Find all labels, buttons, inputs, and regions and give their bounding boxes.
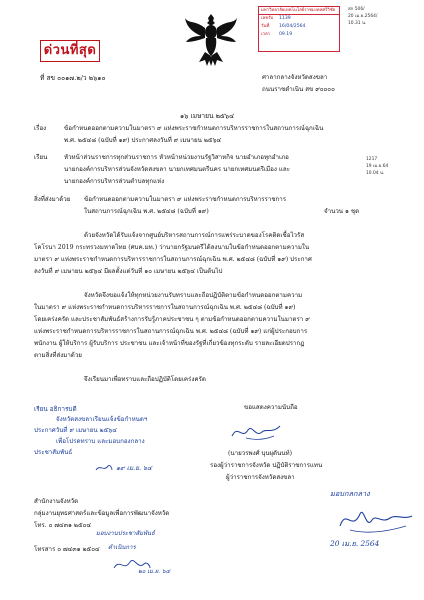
para2-line5: พนักงาน ผู้ให้บริการ ผู้รับบริการ ประชาชน และเจ้าหน้าที่ของรัฐที่เกี่ยวข้องทุกระดับ รายละเอียดปรากฏ [34, 340, 305, 347]
registry-note-2-line1: 1217 [366, 157, 378, 162]
document-number: ที่ สข ๐๐๑๗.๒/ว ๒๖๑๐ [40, 74, 106, 82]
para1-line1: ด้วยจังหวัดได้รับแจ้งจากศูนย์บริหารสถานการณ์การแพร่ระบาดของโรคติดเชื้อไวรัส [84, 232, 305, 239]
bottom-hand-left2: ดำเนินการ [108, 544, 136, 551]
office-line2: ถนนราชดำเนิน สข ๙๐๐๐๐ [262, 86, 335, 93]
memo-line1: เรียน อธิการบดี [34, 405, 77, 413]
bottom-hand-left1: มอบงานประชาสัมพันธ์ [96, 530, 155, 537]
subject-line1: ข้อกำหนดออกตามความในมาตรา ๙ แห่งพระราชกำหนดการบริหารราชการในสถานการณ์ฉุกเฉิน [64, 125, 324, 132]
signatory-title1: รองผู้ว่าราชการจังหวัด ปฏิบัติราชการแทน [210, 462, 323, 469]
memo-line5: ประชาสัมพันธ์ [34, 449, 73, 456]
registry-note-line2: 20 เม.ย.2564/ [348, 14, 378, 19]
bottom-hand-right1: มอบกลกลาง [330, 489, 370, 498]
signatory-name: (นายวรพงศ์ บุบผุดันนท์) [228, 450, 292, 457]
bottom-hand-left3: ๒๐ เม.ย. ๖๔ [138, 569, 170, 575]
receipt-stamp [258, 6, 340, 52]
signature-deputy-icon [228, 420, 288, 444]
initial-mark-icon [94, 462, 114, 474]
to-line3: นายกองค์การบริหารส่วนตำบลทุกแห่ง [64, 178, 165, 185]
attachment-qty: จำนวน ๑ ชุด [324, 208, 360, 215]
footer-group: กลุ่มงานยุทธศาสตร์และข้อมูลเพื่อการพัฒนาจังหวัด [34, 510, 170, 517]
memo-line2: จังหวัดสงขลาเรียนแจ้งข้อกำหนดฯ [56, 416, 148, 423]
registry-note-2-line3: 10.04 น. [366, 171, 385, 176]
signature-right-icon [336, 504, 416, 536]
registry-note-2 [366, 156, 388, 177]
footer-fax: โทรสาร ๐ ๗๔๓๑ ๒๕๐๔ [34, 546, 100, 553]
garuda-emblem-icon [183, 10, 239, 70]
para2-line6: ตามสิ่งที่ส่งมาด้วย [34, 352, 82, 359]
footer-office: สำนักงานจังหวัด [34, 498, 79, 505]
office-line1: ศาลากลางจังหวัดสงขลา [262, 74, 328, 81]
to-line2: นายกองค์การบริหารส่วนจังหวัดสงขลา นายกเทศมนตรีนคร นายกเทศมนตรีเมือง และ [64, 166, 290, 173]
to-label: เรียน [34, 154, 48, 161]
attachment-line1: ข้อกำหนดออกตามความในมาตรา ๙ แห่งพระราชกำหนดการบริหารราชการ [84, 196, 287, 203]
document-date: ๑๖ เมษายน ๒๕๖๔ [180, 112, 235, 120]
bottom-hand-right2: 20 เม.ย. 2564 [330, 539, 380, 548]
subject-line2: พ.ศ. ๒๕๔๘ (ฉบับที่ ๑๙) ประกาศลงวันที่ ๙ เมษายน ๒๕๖๔ [64, 137, 222, 144]
attachment-label: สิ่งที่ส่งมาด้วย [34, 196, 71, 203]
attachment-line2: ในสถานการณ์ฉุกเฉิน พ.ศ. ๒๕๔๘ (ฉบับที่ ๑๙) [84, 208, 209, 215]
receipt-org: มหาวิทยาลัยเทคโนโลยีราชมงคลศรีวิชัย [259, 7, 339, 15]
receipt-number-row [259, 15, 339, 23]
receipt-number-value: 1139 [279, 16, 291, 21]
registry-note-line1: สก 506/ [348, 7, 365, 12]
footer-tel: โทร. ๐ ๗๔๓๑ ๒๕๐๔ [34, 522, 92, 529]
receipt-time-label: เวลา [261, 32, 271, 37]
para1-line2: โคโรนา 2019 กระทรวงมหาดไทย (ศบค.มท.) ว่านายกรัฐมนตรีได้ลงนามในข้อกำหนดออกตามความใน [34, 244, 310, 251]
registry-note [348, 6, 377, 27]
registry-note-2-line2: 19 เม.ย.64 [366, 164, 389, 169]
regards: ขอแสดงความนับถือ [244, 404, 298, 411]
signatory-title2: ผู้ว่าราชการจังหวัดสงขลา [226, 474, 295, 481]
receipt-number-label: เลขรับ [261, 16, 274, 21]
to-line1: หัวหน้าส่วนราชการทุกส่วนราชการ หัวหน้าหน่วยงานรัฐวิสาหกิจ นายอำเภอทุกอำเภอ [64, 154, 289, 161]
handwritten-date: ๑๙ เม.ย. ๖๔ [116, 464, 152, 472]
memo-line4: เพื่อโปรดทราบ และมอบกองกลาง [56, 438, 145, 445]
para2-line3: โดยเคร่งครัด และประชาสัมพันธ์สร้างการรับรู้ภาคประชาชน ๆ ตามข้อกำหนดออกตามความในมาตรา ๙ [34, 316, 310, 323]
registry-note-line3: 10.31 น. [348, 21, 367, 26]
para1-line4: ลงวันที่ ๙ เมษายน ๒๕๖๔ มีผลตั้งแต่วันที่ ๑๐ เมษายน ๒๕๖๔ เป็นต้นไป [34, 268, 223, 275]
subject-label: เรื่อง [34, 125, 47, 132]
memo-line3: ประกาศวันที่ ๙ เมษายน ๒๕๖๔ [34, 427, 117, 434]
para2-line2: ในมาตรา ๙ แห่งพระราชกำหนดการบริหารราชการในสถานการณ์ฉุกเฉิน พ.ศ. ๒๕๔๘ (ฉบับที่ ๑๙) [34, 304, 296, 311]
closing-line: จึงเรียนมาเพื่อทราบและถือปฏิบัติโดยเคร่งครัด [84, 376, 206, 383]
receipt-date-value: 16/04/2564 [279, 24, 306, 29]
para2-line4: แห่งพระราชกำหนดการบริหารราชการในสถานการณ์ฉุกเฉิน พ.ศ. ๒๕๔๘ (ฉบับที่ ๑๙) แก่ผู้ประกอบการ [34, 328, 308, 335]
receipt-time-value: 09.19 [279, 32, 293, 37]
receipt-date-row [259, 23, 339, 31]
receipt-time-row [259, 31, 339, 39]
para1-line3: มาตรา ๙ แห่งพระราชกำหนดการบริหารราชการในสถานการณ์ฉุกเฉิน พ.ศ. ๒๕๔๘ (ฉบับที่ ๑๙) ประกาศ [34, 256, 312, 263]
receipt-date-label: วันที่ [261, 24, 270, 29]
urgent-stamp: ด่วนที่สุด [40, 40, 100, 62]
para2-line1: จังหวัดจึงขอแจ้งให้ทุกหน่วยงานรับทราบและถือปฏิบัติตามข้อกำหนดออกตามความ [84, 292, 303, 299]
